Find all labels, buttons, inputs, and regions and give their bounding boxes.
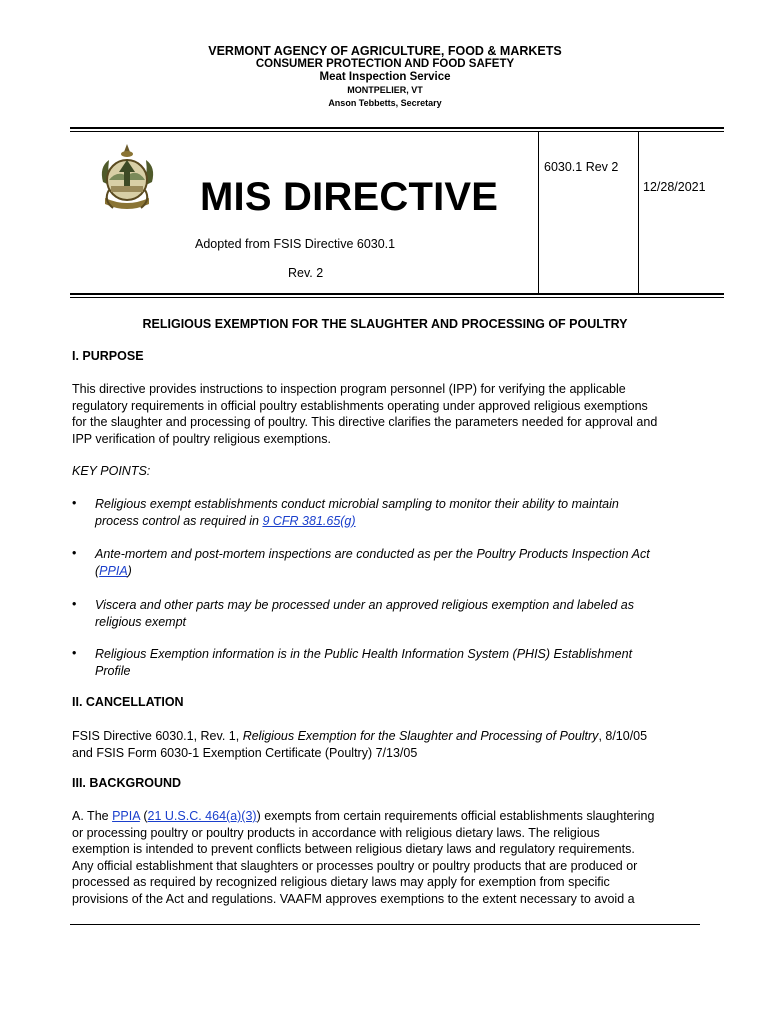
adopted-from: Adopted from FSIS Directive 6030.1 bbox=[195, 237, 396, 251]
bullet-dot-icon: • bbox=[72, 496, 77, 510]
purpose-line: This directive provides instructions to inspection program personnel (IPP) for verifying the applicable bbox=[72, 382, 626, 396]
key-point-3 bbox=[95, 597, 735, 630]
key-points-label: KEY POINTS: bbox=[72, 464, 151, 478]
directive-title: MIS DIRECTIVE bbox=[200, 175, 499, 219]
key-point-line bbox=[95, 563, 735, 580]
key-point-line: Religious exempt establishments conduct microbial sampling to monitor their ability to maintain bbox=[95, 497, 619, 511]
background-line: processed as required by recognized religious dietary laws may apply for exemption from specific bbox=[72, 875, 610, 889]
background-line: exemption is intended to prevent conflicts between religious dietary laws and regulatory requirements. bbox=[72, 842, 635, 856]
bullet-dot-icon: • bbox=[72, 646, 77, 660]
header-rule-top-2 bbox=[70, 131, 724, 132]
key-point-2 bbox=[95, 546, 735, 579]
key-point-text: process control as required in bbox=[95, 513, 263, 528]
key-point-text: ) bbox=[127, 563, 132, 578]
key-point-line: Profile bbox=[95, 663, 131, 678]
header-divider-2 bbox=[638, 131, 639, 293]
purpose-heading: I. PURPOSE bbox=[72, 349, 144, 363]
cancellation-line: and FSIS Form 6030-1 Exemption Certificate (Poultry) 7/13/05 bbox=[72, 745, 418, 760]
directive-date: 12/28/2021 bbox=[643, 180, 706, 194]
purpose-line: regulatory requirements in official poultry establishments operating under approved religious exemptions bbox=[72, 398, 648, 413]
header-rule-bottom-2 bbox=[70, 297, 724, 298]
header-rule-bottom-1 bbox=[70, 293, 724, 295]
key-point-4 bbox=[95, 646, 735, 679]
background-line: Any official establishment that slaughters or processes poultry or poultry products that are produced or bbox=[72, 858, 638, 873]
key-point-1 bbox=[95, 496, 735, 529]
cfr-link[interactable]: 9 CFR 381.65(g) bbox=[262, 513, 356, 528]
key-point-line: Religious Exemption information is in the Public Health Information System (PHIS) Establishment bbox=[95, 647, 633, 661]
background-text: A. The bbox=[72, 809, 113, 823]
footer-rule bbox=[70, 924, 700, 925]
background-paragraph bbox=[72, 808, 732, 907]
purpose-line: IPP verification of poultry religious exemptions. bbox=[72, 431, 331, 446]
service-name: Meat Inspection Service bbox=[319, 71, 451, 83]
bullet-dot-icon: • bbox=[72, 546, 77, 560]
document-title: RELIGIOUS EXEMPTION FOR THE SLAUGHTER AND PROCESSING OF POULTRY bbox=[142, 317, 628, 331]
ppia-link[interactable]: PPIA bbox=[99, 563, 128, 578]
revision: Rev. 2 bbox=[288, 266, 324, 280]
key-point-line bbox=[95, 513, 735, 530]
cancellation-heading: II. CANCELLATION bbox=[72, 695, 184, 709]
cancellation-text: FSIS Directive 6030.1, Rev. 1, bbox=[72, 729, 243, 743]
purpose-paragraph bbox=[72, 381, 732, 447]
cancellation-text: , 8/10/05 bbox=[598, 729, 648, 743]
background-text: ( bbox=[139, 809, 148, 823]
cancellation-paragraph bbox=[72, 728, 732, 761]
vermont-seal-icon bbox=[95, 142, 160, 217]
background-heading: III. BACKGROUND bbox=[72, 776, 182, 790]
directive-number: 6030.1 Rev 2 bbox=[544, 160, 619, 174]
key-point-line: Viscera and other parts may be processed under an approved religious exemption and labeled as bbox=[95, 598, 634, 612]
purpose-line: for the slaughter and processing of poultry. This directive clarifies the parameters needed for approval and bbox=[72, 415, 658, 429]
usc-link[interactable]: 21 U.S.C. 464(a)(3) bbox=[147, 809, 257, 823]
cancellation-title: Religious Exemption for the Slaughter and Processing of Poultry bbox=[242, 729, 599, 743]
header-rule-top-1 bbox=[70, 127, 724, 129]
background-line: or processing poultry or poultry products in accordance with religious dietary laws. The religious bbox=[72, 825, 600, 840]
key-point-line: religious exempt bbox=[95, 614, 187, 629]
background-line bbox=[72, 808, 732, 825]
background-text: ) exempts from certain requirements official establishments slaughtering bbox=[256, 809, 655, 823]
header-divider-1 bbox=[538, 131, 539, 293]
cancellation-line bbox=[72, 728, 732, 745]
background-line: provisions of the Act and regulations. VAAFM approves exemptions to the extent necessary to avoid a bbox=[72, 891, 635, 906]
ppia-link[interactable]: PPIA bbox=[112, 809, 140, 823]
division-name: CONSUMER PROTECTION AND FOOD SAFETY bbox=[255, 58, 515, 70]
key-point-text: ( bbox=[95, 563, 100, 578]
secretary: Anson Tebbetts, Secretary bbox=[328, 98, 442, 108]
location: MONTPELIER, VT bbox=[347, 85, 423, 95]
key-point-line: Ante-mortem and post-mortem inspections are conducted as per the Poultry Products Inspection Act bbox=[95, 547, 650, 561]
agency-name: VERMONT AGENCY OF AGRICULTURE, FOOD & MARKETS bbox=[208, 44, 562, 58]
bullet-dot-icon: • bbox=[72, 597, 77, 611]
